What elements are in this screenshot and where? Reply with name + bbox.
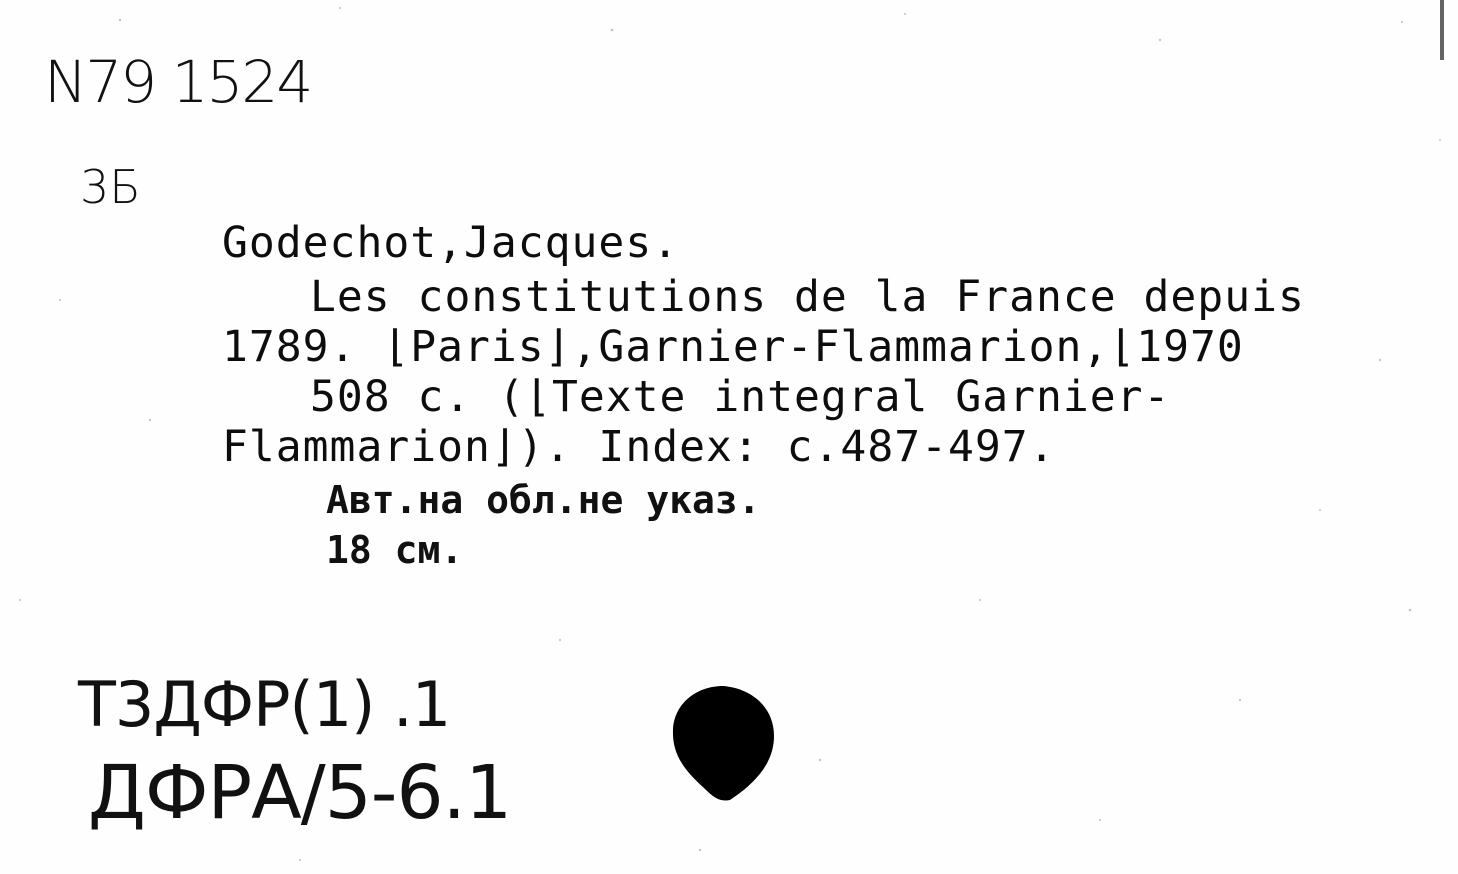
punch-hole <box>670 684 776 802</box>
handwritten-call-number: N79 1524 <box>44 48 312 116</box>
title-line: Les constitutions de la France depuis <box>310 272 1305 322</box>
handwritten-shelfmark: 3Б <box>80 160 141 214</box>
author-heading: Godechot,Jacques. <box>222 218 680 268</box>
size-line: 18 см. <box>326 528 464 572</box>
note-line: Авт.на обл.не указ. <box>326 478 761 522</box>
collation-line: 508 c. (⌊Texte integral Garnier- <box>310 372 1171 422</box>
handwritten-location-2: ДФРА/5-6.1 <box>88 750 512 836</box>
series-line: Flammarion⌋). Index: c.487-497. <box>222 422 1056 472</box>
imprint-line: 1789. ⌊Paris⌋,Garnier-Flammarion,⌊1970 <box>222 322 1244 372</box>
handwritten-location-1: Т3ДФР(1) .1 <box>78 668 451 741</box>
